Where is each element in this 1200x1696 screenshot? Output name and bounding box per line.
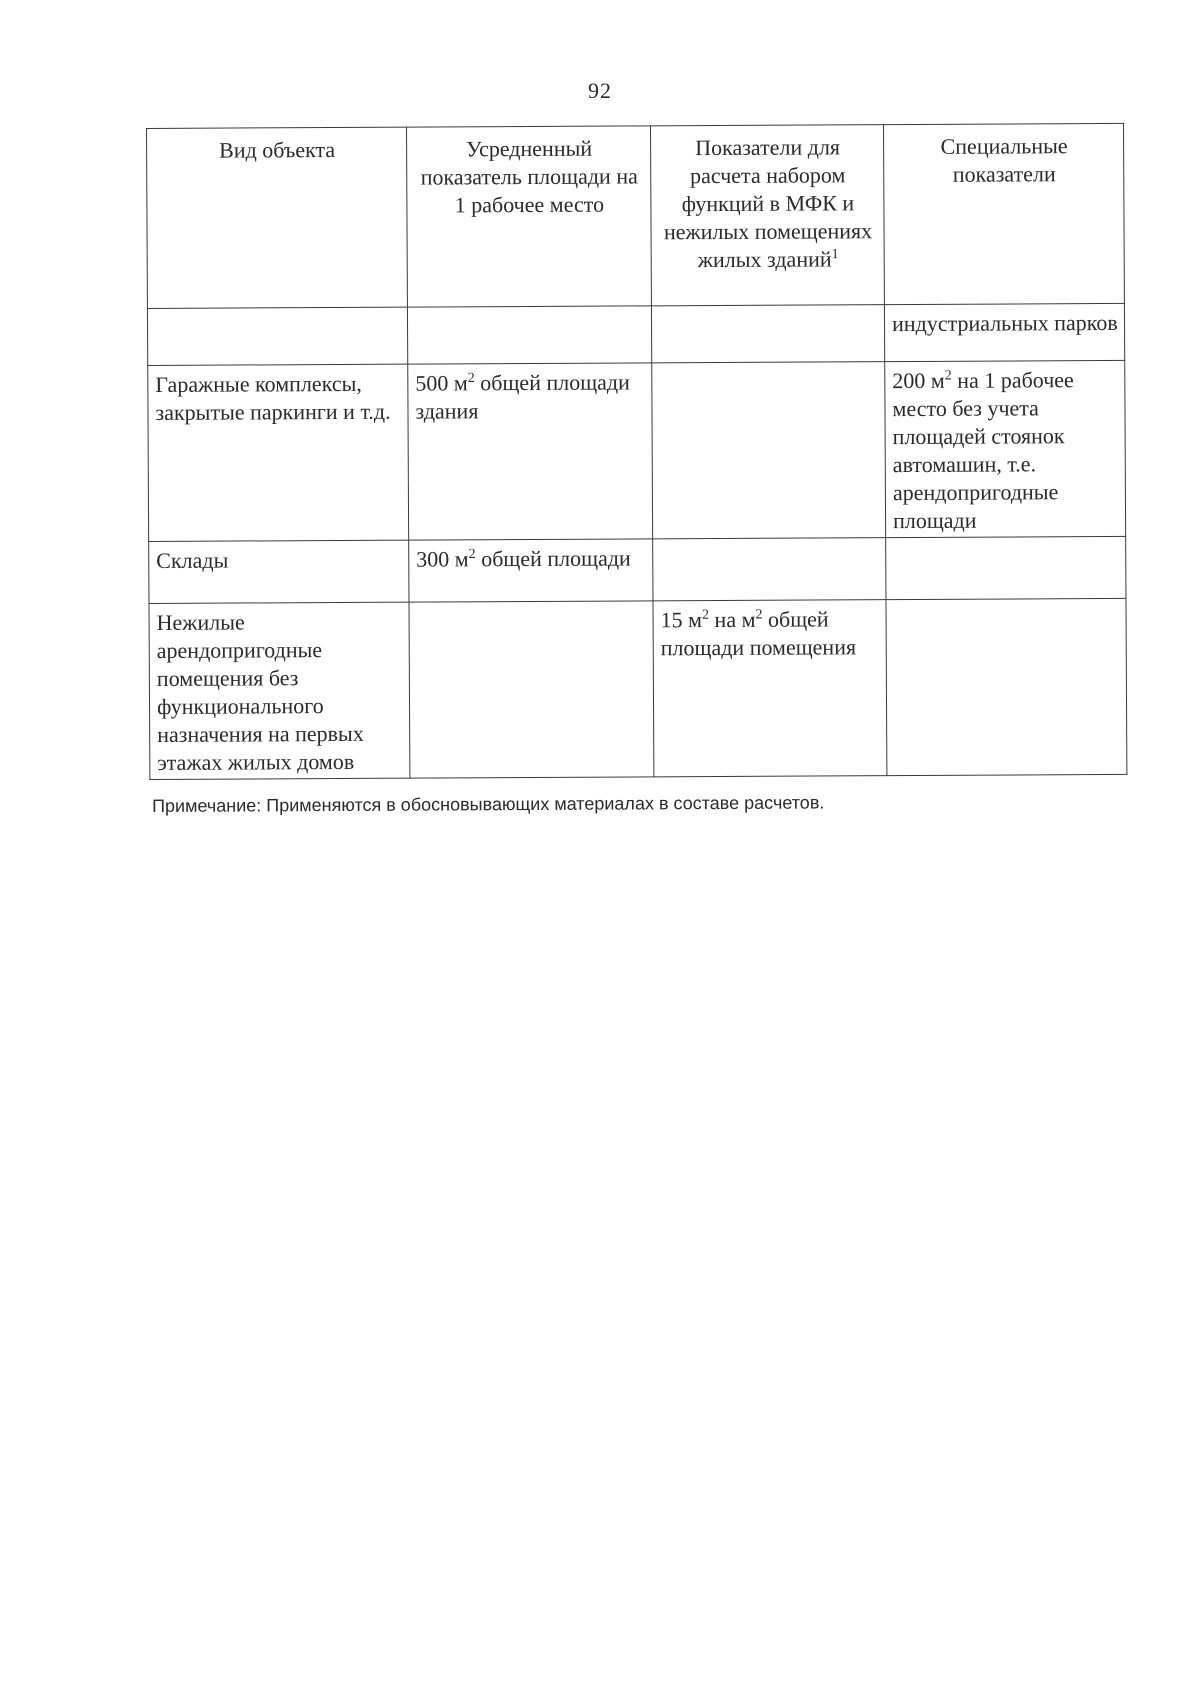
cell-special-indicators: [886, 598, 1127, 775]
table-row: [149, 536, 1126, 603]
table-row: [147, 303, 1124, 365]
cell-special-indicators: 200 $м^2$ на 1 рабочее место без учета площадей стоянок автомашин, т.е. арендопригодные площади: [885, 360, 1126, 537]
cell-special-indicators: индустриальных парков: [884, 303, 1124, 361]
header-mfc-indicators: Показатели для расчета набором функций в МФК и нежилых помещениях жилых зданий$^1$: [650, 125, 884, 306]
table-row: [148, 360, 1126, 541]
footnote-marker: 1: [831, 247, 839, 263]
indicators-table: [146, 123, 1127, 780]
cell-mfc-indicators: [651, 305, 884, 363]
table-row: [149, 598, 1127, 779]
cell-avg-area: [409, 601, 654, 778]
header-object-type: Вид объекта: [147, 127, 408, 308]
cell-object-type: Нежилые арендопригодные помещения без функционального назначения на первых этажах жилых домов: [149, 602, 410, 779]
table-note: Примечание: Применяются в обосновывающих материалах в составе расчетов.: [152, 792, 825, 816]
cell-object-type: Склады: [149, 540, 409, 603]
page-number: 92: [588, 78, 612, 103]
cell-object-type: [147, 307, 407, 365]
header-avg-area: Усредненный показатель площади на 1 рабочее место: [406, 126, 651, 307]
cell-mfc-indicators: [652, 362, 886, 539]
cell-mfc-indicators: 15 $м^2$ на $м^2$ общей площади помещения: [653, 600, 887, 777]
cell-special-indicators: [886, 536, 1126, 599]
cell-avg-area: 500 $м^2$ общей площади здания: [408, 363, 653, 540]
cell-object-type: Гаражные комплексы, закрытые паркинги и т.д.: [148, 364, 409, 541]
cell-avg-area: [407, 306, 651, 364]
table-header-row: [147, 123, 1125, 308]
header-special-indicators: Специальные показатели: [883, 123, 1124, 304]
cell-avg-area: 300 $м^2$ общей площади: [409, 539, 653, 602]
cell-mfc-indicators: [653, 538, 886, 601]
